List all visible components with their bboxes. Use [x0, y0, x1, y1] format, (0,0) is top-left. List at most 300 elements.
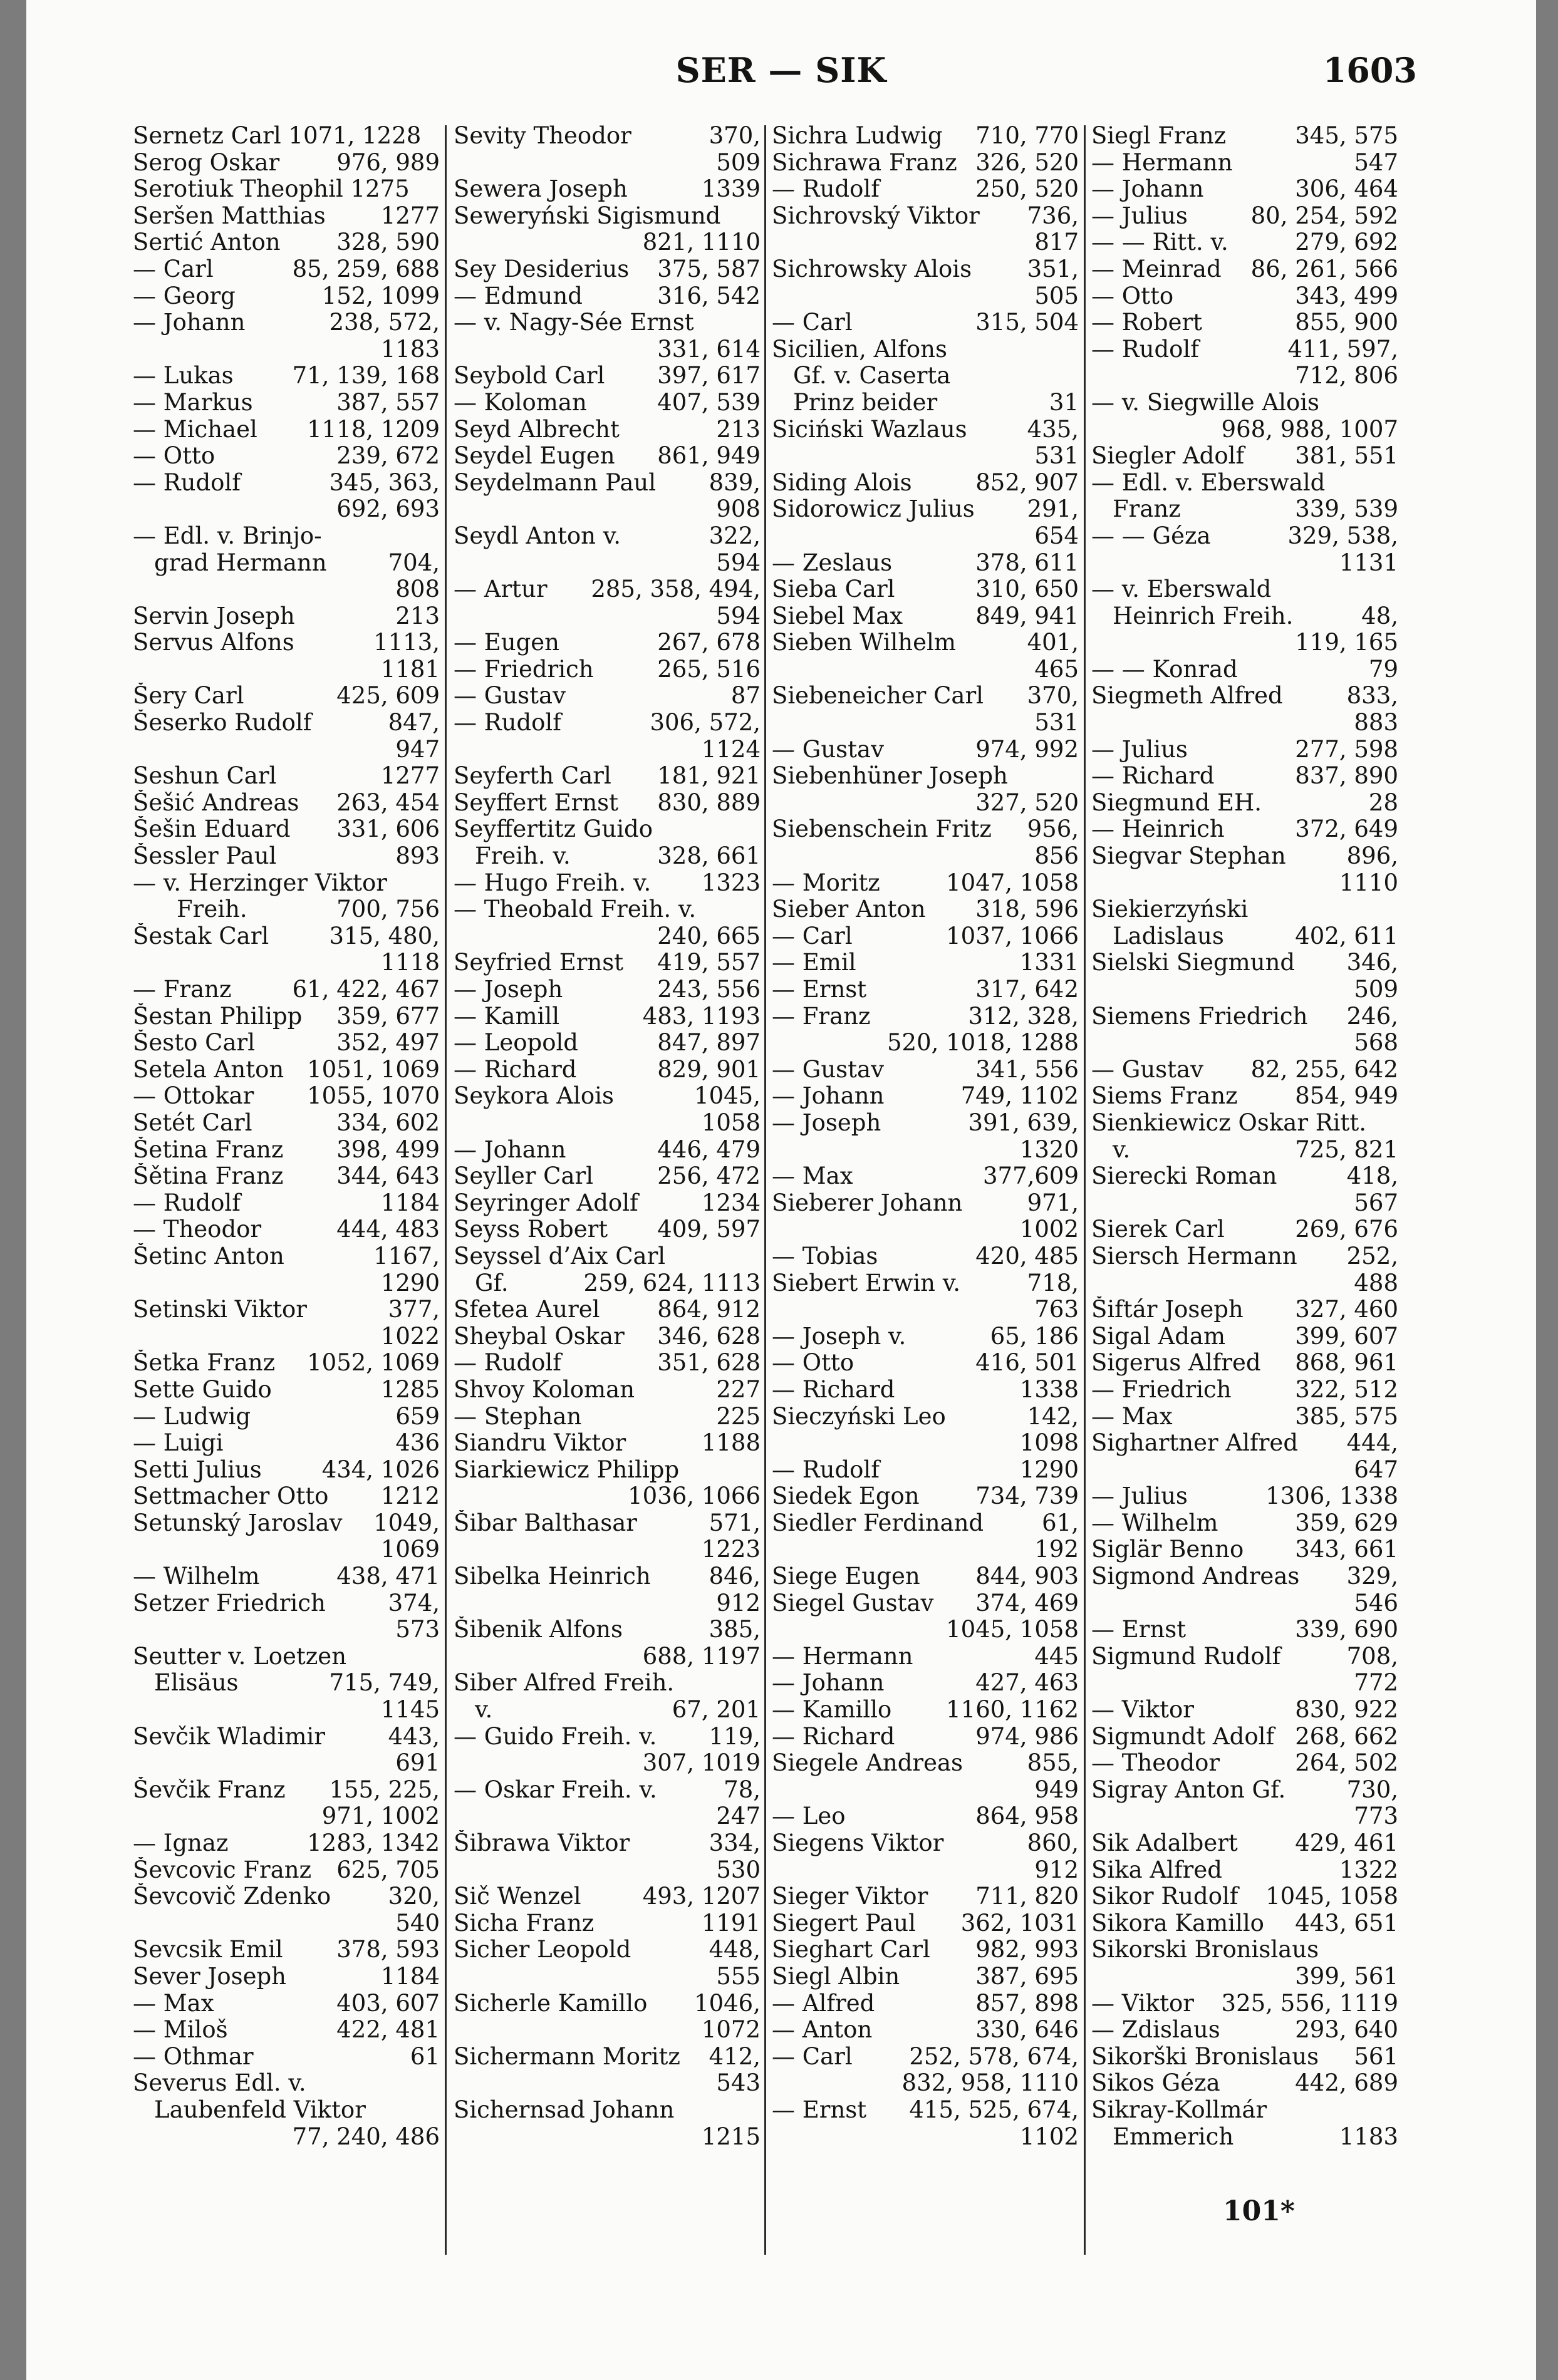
- index-entry-line: [772, 1377, 1079, 1404]
- index-entry-line: [133, 1457, 440, 1484]
- index-entry-line: [454, 1697, 761, 1724]
- entry-pages: 949: [1034, 1776, 1079, 1803]
- entry-pages: 505: [1034, 282, 1079, 309]
- entry-pages: 407, 539: [657, 389, 761, 416]
- index-entry-line: [1091, 2017, 1398, 2044]
- entry-pages: 31: [1049, 389, 1079, 416]
- entry-pages: 1102: [1019, 2123, 1079, 2150]
- entry-pages: 483, 1193: [642, 1003, 761, 1030]
- index-entry-line: [772, 1296, 1079, 1323]
- index-entry-line: [454, 1937, 761, 1963]
- index-entry-line: [454, 976, 761, 1003]
- entry-name: Sieger Viktor: [772, 1883, 928, 1910]
- entry-pages: 362, 1031: [960, 1910, 1079, 1937]
- entry-name: Šibar Balthasar: [454, 1509, 637, 1536]
- index-entry-line: [133, 229, 440, 256]
- index-entry-line: [772, 1083, 1079, 1110]
- entry-pages: 225: [716, 1403, 761, 1430]
- entry-pages: 78,: [724, 1776, 761, 1803]
- entry-name: — Julius: [1091, 202, 1188, 229]
- entry-pages: 326, 520: [975, 149, 1079, 176]
- entry-name: Siegvar Stephan: [1091, 843, 1286, 870]
- index-entry-line: [454, 229, 761, 256]
- index-entry-line: [133, 1910, 440, 1937]
- entry-name: Prinz beider: [793, 389, 938, 416]
- entry-pages: 1160, 1162: [946, 1697, 1079, 1724]
- entry-name: — Carl: [772, 2043, 853, 2070]
- index-entry-line: [454, 2017, 761, 2044]
- index-entry-line: [1091, 1296, 1398, 1323]
- signature-mark: 101*: [1223, 2195, 1295, 2227]
- entry-pages: 543: [716, 2070, 761, 2097]
- entry-name: — Johann: [1091, 176, 1204, 203]
- entry-pages: 647: [1354, 1456, 1398, 1483]
- index-entry-line: [772, 1163, 1079, 1190]
- entry-pages: 259, 624, 1113: [583, 1270, 761, 1296]
- entry-name: — Edmund: [454, 282, 583, 309]
- index-entry-line: [772, 1883, 1079, 1910]
- index-entry-line: [772, 1270, 1079, 1297]
- entry-name: Sienkiewicz Oskar Ritt.: [1091, 1109, 1366, 1136]
- entry-pages: 837, 890: [1295, 763, 1398, 790]
- entry-pages: 387, 695: [975, 1963, 1079, 1990]
- entry-name: — Friedrich: [454, 656, 594, 683]
- index-entry-line: [133, 1697, 440, 1724]
- entry-pages: 833,: [1346, 683, 1398, 710]
- entry-name: Sigmond Andreas: [1091, 1563, 1300, 1590]
- entry-pages: 443,: [388, 1723, 440, 1750]
- index-entry-line: [454, 1724, 761, 1751]
- entry-name: Seweryński Sigismund: [454, 202, 721, 229]
- index-entry-line: [454, 1483, 761, 1510]
- column-divider: [445, 125, 447, 2255]
- index-entry-line: [772, 1216, 1079, 1243]
- index-entry-line: [1091, 1697, 1398, 1724]
- entry-pages: 1322: [1339, 1856, 1398, 1883]
- entry-name: — Wilhelm: [1091, 1509, 1218, 1536]
- entry-name: — Gustav: [454, 683, 566, 710]
- entry-name: Siegmund EH.: [1091, 789, 1262, 816]
- entry-name: grad Hermann: [154, 549, 327, 576]
- index-entry-line: [133, 923, 440, 950]
- index-entry-line: [133, 1404, 440, 1431]
- index-entry-line: [454, 256, 761, 283]
- entry-pages: 435,: [1027, 416, 1079, 443]
- index-entry-line: [133, 256, 440, 283]
- entry-pages: 908: [716, 496, 761, 523]
- entry-pages: 374,: [388, 1590, 440, 1617]
- entry-name: Šešić Andreas: [133, 789, 299, 816]
- index-entry-line: [772, 1830, 1079, 1857]
- entry-pages: 444,: [1346, 1430, 1398, 1457]
- entry-pages: 1285: [380, 1376, 440, 1403]
- index-entry-line: [1091, 1190, 1398, 1217]
- entry-pages: 409, 597: [657, 1216, 761, 1243]
- entry-pages: 79: [1368, 656, 1398, 683]
- entry-name: Heinrich Freih.: [1113, 603, 1294, 629]
- entry-name: — Ottokar: [133, 1083, 254, 1110]
- entry-pages: 568: [1354, 1030, 1398, 1057]
- entry-name: — Joseph: [772, 1109, 881, 1136]
- entry-pages: 341, 556: [975, 1056, 1079, 1083]
- index-entry-line: [454, 1617, 761, 1643]
- entry-pages: 1118, 1209: [307, 416, 440, 443]
- entry-pages: 734, 739: [975, 1483, 1079, 1510]
- entry-name: — Carl: [772, 923, 853, 949]
- entry-name: Sewera Joseph: [454, 176, 628, 203]
- entry-name: — Rudolf: [133, 1189, 241, 1216]
- entry-name: Seybold Carl: [454, 363, 605, 390]
- index-entry-line: [772, 1003, 1079, 1030]
- index-entry-line: [133, 496, 440, 523]
- index-entry-line: [772, 1963, 1079, 1990]
- entry-name: Sieczyński Leo: [772, 1403, 946, 1430]
- entry-name: — Zeslaus: [772, 549, 893, 576]
- entry-name: Siedler Ferdinand: [772, 1509, 984, 1536]
- entry-pages: 65, 186: [990, 1323, 1079, 1350]
- entry-name: Sheybal Oskar: [454, 1323, 625, 1350]
- entry-pages: 80, 254, 592: [1250, 202, 1398, 229]
- index-entry-line: [1091, 763, 1398, 790]
- entry-pages: 1110: [1339, 869, 1398, 896]
- index-entry-line: [133, 2070, 440, 2097]
- entry-name: Sicha Franz: [454, 1910, 595, 1937]
- entry-name: Gf.: [475, 1270, 509, 1296]
- index-entry-line: [454, 1857, 761, 1884]
- entry-pages: 399, 607: [1295, 1323, 1398, 1350]
- entry-pages: 268, 662: [1295, 1723, 1398, 1750]
- index-entry-line: [1091, 1430, 1398, 1457]
- entry-name: Sigray Anton Gf.: [1091, 1776, 1286, 1803]
- entry-pages: 87: [730, 683, 761, 710]
- entry-name: v.: [475, 1697, 493, 1724]
- index-entry-line: [1091, 1483, 1398, 1510]
- entry-name: Siegert Paul: [772, 1910, 916, 1937]
- entry-name: Šetinc Anton: [133, 1243, 284, 1270]
- entry-name: — Otto: [133, 443, 216, 470]
- entry-pages: 142,: [1027, 1403, 1079, 1430]
- index-entry-line: [1091, 1990, 1398, 2017]
- index-entry-line: [454, 1830, 761, 1857]
- entry-name: Siegl Albin: [772, 1963, 900, 1990]
- index-entry-line: [772, 523, 1079, 550]
- entry-name: — Theodor: [133, 1216, 262, 1243]
- entry-name: Siege Eugen: [772, 1563, 920, 1590]
- entry-pages: 1191: [701, 1910, 761, 1937]
- index-entry-line: [1091, 1590, 1398, 1617]
- index-entry-line: [1091, 363, 1398, 390]
- entry-name: — — Ritt. v.: [1091, 229, 1228, 256]
- entry-pages: 594: [716, 603, 761, 629]
- entry-pages: 213: [716, 416, 761, 443]
- entry-pages: 864, 912: [657, 1296, 761, 1323]
- index-entry-line: [454, 1777, 761, 1804]
- index-entry-line: [772, 203, 1079, 230]
- entry-pages: 401,: [1027, 629, 1079, 656]
- entry-pages: 385,: [709, 1617, 761, 1643]
- entry-pages: 418,: [1346, 1163, 1398, 1190]
- entry-pages: 711, 820: [975, 1883, 1079, 1910]
- index-entry-line: [133, 1270, 440, 1297]
- entry-pages: 328, 661: [657, 843, 761, 870]
- index-entry-line: [133, 896, 440, 923]
- entry-pages: 327, 460: [1295, 1296, 1398, 1323]
- entry-pages: 61,: [1042, 1509, 1079, 1536]
- entry-name: — Ernst: [1091, 1617, 1187, 1643]
- index-entry-line: [772, 710, 1079, 737]
- entry-pages: 912: [1034, 1856, 1079, 1883]
- entry-pages: 864, 958: [975, 1803, 1079, 1830]
- index-entry-line: [454, 1750, 761, 1777]
- entry-pages: 329, 538,: [1287, 522, 1398, 549]
- entry-pages: 351, 628: [657, 1350, 761, 1377]
- index-entry-line: [772, 1617, 1079, 1643]
- entry-pages: 71, 139, 168: [292, 363, 440, 390]
- index-entry-line: [772, 763, 1079, 790]
- entry-pages: 736,: [1027, 202, 1079, 229]
- index-entry-line: [133, 1857, 440, 1884]
- entry-name: — Hermann: [1091, 149, 1233, 176]
- index-entry-line: [1091, 1350, 1398, 1377]
- entry-name: — Robert: [1091, 309, 1203, 336]
- entry-pages: 852, 907: [975, 469, 1079, 496]
- entry-name: Sikor Rudolf: [1091, 1883, 1239, 1910]
- index-entry-line: [133, 1883, 440, 1910]
- entry-pages: 1045,: [694, 1083, 761, 1110]
- index-entry-line: [772, 603, 1079, 630]
- entry-name: Sichra Ludwig: [772, 123, 943, 149]
- entry-pages: 854, 949: [1295, 1083, 1398, 1110]
- entry-pages: 425, 609: [336, 683, 440, 710]
- index-entry-line: [772, 576, 1079, 603]
- index-entry-line: [454, 1030, 761, 1057]
- entry-pages: 730,: [1346, 1776, 1398, 1803]
- index-entry-line: [1091, 870, 1398, 897]
- index-entry-line: [772, 1510, 1079, 1537]
- index-entry-line: [133, 1643, 440, 1670]
- entry-name: — Richard: [772, 1376, 895, 1403]
- index-entry-line: [1091, 523, 1398, 550]
- entry-pages: 238, 572,: [329, 309, 440, 336]
- index-entry-line: [133, 1350, 440, 1377]
- entry-pages: 330, 646: [975, 2017, 1079, 2044]
- index-entry-line: [133, 790, 440, 817]
- entry-name: Sieberer Johann: [772, 1189, 963, 1216]
- entry-name: Sikora Kamillo: [1091, 1910, 1264, 1937]
- index-entry-line: [772, 1777, 1079, 1804]
- entry-name: Sierecki Roman: [1091, 1163, 1277, 1190]
- index-entry-line: [772, 1483, 1079, 1510]
- index-entry-line: [133, 416, 440, 443]
- entry-pages: 316, 542: [657, 282, 761, 309]
- index-entry-line: [1091, 976, 1398, 1003]
- entry-pages: 531: [1034, 443, 1079, 470]
- entry-name: Sielski Siegmund: [1091, 949, 1296, 976]
- entry-pages: 561: [1354, 2043, 1398, 2070]
- index-entry-line: [133, 1510, 440, 1537]
- entry-pages: 1118: [380, 949, 440, 976]
- entry-pages: 974, 992: [975, 736, 1079, 763]
- index-entry-line: [133, 1563, 440, 1590]
- entry-name: — Ernst: [772, 976, 867, 1003]
- entry-pages: 344, 643: [336, 1163, 440, 1190]
- index-entry-line: [454, 1404, 761, 1431]
- entry-pages: 1283, 1342: [307, 1830, 440, 1856]
- entry-pages: 328, 590: [336, 229, 440, 256]
- entry-name: Elisäus: [154, 1670, 239, 1697]
- entry-pages: 772: [1354, 1670, 1398, 1697]
- entry-pages: 322, 512: [1295, 1376, 1398, 1403]
- index-entry-line: [133, 1377, 440, 1404]
- entry-name: — Leopold: [454, 1030, 578, 1057]
- entry-pages: 61, 422, 467: [292, 976, 440, 1003]
- entry-name: — Otto: [1091, 282, 1174, 309]
- index-entry-line: [133, 1937, 440, 1963]
- entry-name: Sernetz Carl 1071, 1228: [133, 123, 422, 149]
- entry-pages: 531: [1034, 710, 1079, 737]
- index-entry-line: [454, 1216, 761, 1243]
- entry-name: Siandru Viktor: [454, 1430, 626, 1457]
- entry-pages: 412,: [709, 2043, 761, 2070]
- entry-pages: 315, 504: [975, 309, 1079, 336]
- index-entry-line: [1091, 123, 1398, 150]
- entry-pages: 974, 986: [975, 1723, 1079, 1750]
- index-entry-line: [133, 363, 440, 390]
- entry-name: Sichernsad Johann: [454, 2096, 675, 2123]
- entry-pages: 509: [716, 149, 761, 176]
- entry-name: — Wilhelm: [133, 1563, 260, 1590]
- index-entry-line: [133, 2017, 440, 2044]
- index-entry-line: [454, 1910, 761, 1937]
- entry-pages: 1290: [1019, 1456, 1079, 1483]
- index-entry-line: [1091, 1937, 1398, 1963]
- entry-name: v.: [1113, 1136, 1131, 1163]
- entry-pages: 947: [395, 736, 440, 763]
- entry-name: Sikray-Kollmár: [1091, 2096, 1267, 2123]
- index-entry-line: [772, 443, 1079, 470]
- index-entry-line: [454, 1963, 761, 1990]
- entry-pages: 1045, 1058: [1265, 1883, 1398, 1910]
- entry-pages: 567: [1354, 1189, 1398, 1216]
- entry-pages: 403, 607: [336, 1990, 440, 2017]
- index-entry-line: [133, 283, 440, 310]
- entry-pages: 438, 471: [336, 1563, 440, 1590]
- entry-pages: 654: [1034, 522, 1079, 549]
- index-entry-line: [454, 629, 761, 656]
- entry-name: — Hugo Freih. v.: [454, 869, 652, 896]
- entry-name: Settmacher Otto: [133, 1483, 329, 1510]
- index-entry-line: [133, 309, 440, 336]
- entry-pages: 346,: [1346, 949, 1398, 976]
- entry-pages: 351,: [1027, 256, 1079, 282]
- entry-pages: 411, 597,: [1287, 336, 1398, 363]
- entry-name: Severus Edl. v.: [133, 2070, 306, 2097]
- entry-pages: 856: [1034, 843, 1079, 870]
- index-entry-line: [772, 1937, 1079, 1963]
- entry-name: Šestak Carl: [133, 923, 269, 949]
- entry-pages: 1049,: [373, 1509, 440, 1536]
- entry-name: — Michael: [133, 416, 257, 443]
- entry-name: — Max: [772, 1163, 853, 1190]
- entry-pages: 327, 520: [975, 789, 1079, 816]
- index-entry-line: [772, 363, 1079, 390]
- index-entry-line: [454, 1510, 761, 1537]
- index-entry-line: [133, 710, 440, 737]
- entry-name: Siebel Max: [772, 603, 903, 629]
- entry-pages: 263, 454: [336, 789, 440, 816]
- entry-pages: 832, 958, 1110: [901, 2070, 1079, 2097]
- column-divider: [764, 125, 766, 2255]
- entry-name: Seydelmann Paul: [454, 469, 657, 496]
- entry-pages: 1055, 1070: [307, 1083, 440, 1110]
- entry-pages: 256, 472: [657, 1163, 761, 1190]
- index-entry-line: [772, 1670, 1079, 1697]
- index-entry-line: [772, 1697, 1079, 1724]
- entry-name: Setzer Friedrich: [133, 1590, 326, 1617]
- entry-pages: 1306, 1338: [1265, 1483, 1398, 1510]
- entry-name: Ladislaus: [1113, 923, 1224, 949]
- entry-name: — Otto: [772, 1350, 854, 1377]
- index-entry-line: [454, 470, 761, 497]
- entry-name: Sevčik Wladimir: [133, 1723, 325, 1750]
- entry-name: — Julius: [1091, 736, 1188, 763]
- index-entry-line: [772, 843, 1079, 870]
- entry-name: Seutter v. Loetzen: [133, 1643, 347, 1670]
- index-entry-line: [772, 683, 1079, 710]
- index-entry-line: [454, 150, 761, 177]
- entry-name: Siersch Hermann: [1091, 1243, 1297, 1270]
- index-entry-line: [1091, 1777, 1398, 1804]
- entry-pages: 398, 499: [336, 1136, 440, 1163]
- index-entry-line: [1091, 1243, 1398, 1270]
- index-entry-line: [454, 283, 761, 310]
- entry-pages: 704,: [388, 549, 440, 576]
- entry-name: Sevcsik Emil: [133, 1937, 283, 1963]
- entry-name: — Friedrich: [1091, 1376, 1232, 1403]
- entry-pages: 1183: [380, 336, 440, 363]
- index-entry-line: [133, 1830, 440, 1857]
- entry-name: Sikos Géza: [1091, 2070, 1220, 2097]
- entry-pages: 1124: [701, 736, 761, 763]
- index-entry-line: [772, 1803, 1079, 1830]
- entry-pages: 415, 525, 674,: [909, 2096, 1079, 2123]
- entry-pages: 152, 1099: [321, 282, 440, 309]
- entry-pages: 546: [1354, 1590, 1398, 1617]
- index-entry-line: [133, 1057, 440, 1084]
- entry-name: Seyssel d’Aix Carl: [454, 1243, 666, 1270]
- entry-pages: 267, 678: [657, 629, 761, 656]
- entry-pages: 1002: [1019, 1216, 1079, 1243]
- entry-name: Sierek Carl: [1091, 1216, 1225, 1243]
- entry-pages: 846,: [709, 1563, 761, 1590]
- index-entry-line: [454, 1296, 761, 1323]
- entry-pages: 312, 328,: [968, 1003, 1079, 1030]
- entry-name: Sič Wenzel: [454, 1883, 581, 1910]
- entry-pages: 1234: [701, 1189, 761, 1216]
- index-entry-line: [772, 470, 1079, 497]
- index-entry-line: [772, 1457, 1079, 1484]
- entry-pages: 391, 639,: [968, 1109, 1079, 1136]
- entry-pages: 372, 649: [1295, 816, 1398, 843]
- entry-pages: 291,: [1027, 496, 1079, 523]
- entry-name: Šetina Franz: [133, 1136, 284, 1163]
- entry-name: — Rudolf: [133, 469, 241, 496]
- entry-name: — v. Siegwille Alois: [1091, 389, 1320, 416]
- index-entry-line: [454, 790, 761, 817]
- entry-name: — Franz: [772, 1003, 871, 1030]
- entry-name: Seydl Anton v.: [454, 522, 621, 549]
- entry-name: Sidorowicz Julius: [772, 496, 975, 523]
